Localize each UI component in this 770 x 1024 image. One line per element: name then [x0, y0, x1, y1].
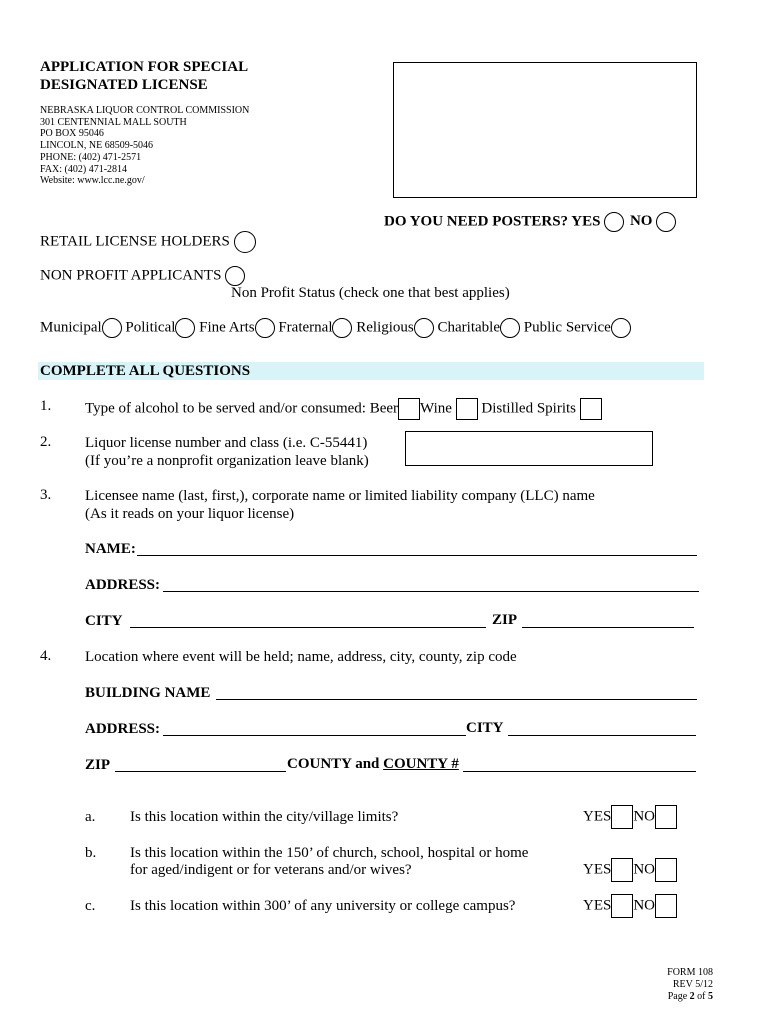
posters-question: DO YOU NEED POSTERS?	[384, 213, 569, 230]
option-political-radio[interactable]	[175, 318, 195, 338]
spirits-label: Distilled Spirits	[481, 400, 577, 417]
sub-c-letter: c.	[85, 898, 96, 914]
sub-a-text: Is this location within the city/village limits?	[130, 809, 399, 825]
posters-no-radio[interactable]	[656, 212, 676, 232]
page-indicator	[667, 991, 713, 1003]
sub-c-no-label: NO	[633, 897, 656, 914]
retail-radio[interactable]	[234, 231, 256, 253]
option-fine-arts-radio[interactable]	[255, 318, 275, 338]
nonprofit-status-note: Non Profit Status (check one that best applies)	[231, 285, 510, 301]
section-title: COMPLETE ALL QUESTIONS	[38, 362, 704, 380]
office-use-box[interactable]	[393, 62, 697, 198]
sub-a-no-label: NO	[633, 808, 656, 825]
county-label-row	[287, 756, 459, 773]
nonprofit-options	[40, 318, 631, 338]
page-prefix: Page	[667, 991, 688, 1002]
wine-checkbox[interactable]	[456, 398, 478, 420]
option-political-label: Political	[125, 319, 176, 336]
option-municipal-radio[interactable]	[102, 318, 122, 338]
sub-a-answer	[583, 805, 677, 829]
q1-text: Type of alcohol to be served and/or consumed:	[85, 400, 366, 417]
event-address-field[interactable]	[163, 735, 466, 736]
county-number-label: COUNTY #	[383, 756, 459, 772]
sub-b-letter: b.	[85, 845, 97, 861]
q4-number: 4.	[40, 648, 52, 664]
q4-text: Location where event will be held; name, address, city, county, zip code	[85, 649, 517, 665]
county-label: COUNTY and	[287, 756, 380, 772]
event-zip-label: ZIP	[85, 757, 111, 773]
beer-label: Beer	[369, 400, 399, 417]
nonprofit-label: NON PROFIT APPLICANTS	[40, 267, 222, 284]
event-city-label: CITY	[466, 720, 504, 736]
sub-a-letter: a.	[85, 809, 96, 825]
licensee-zip-label: ZIP	[492, 612, 518, 628]
wine-label: Wine	[420, 400, 452, 417]
title-line-1: APPLICATION FOR SPECIAL	[40, 59, 249, 75]
posters-no-label: NO	[629, 213, 653, 230]
q2-line-2: (If you’re a nonprofit organization leave blank)	[85, 453, 369, 469]
page-number: 2	[689, 991, 695, 1002]
posters-yes-label: YES	[571, 213, 601, 230]
form-revision: REV 5/12	[672, 979, 713, 990]
q2-line-1: Liquor license number and class (i.e. C-55441)	[85, 435, 368, 451]
contact-line: NEBRASKA LIQUOR CONTROL COMMISSION	[40, 105, 250, 116]
sub-b-no-checkbox[interactable]	[655, 858, 677, 882]
option-public-service-radio[interactable]	[611, 318, 631, 338]
contact-block	[40, 105, 249, 187]
option-religious-label: Religious	[356, 319, 414, 336]
form-footer	[667, 967, 713, 1003]
spirits-checkbox[interactable]	[580, 398, 602, 420]
building-name-field[interactable]	[216, 699, 697, 700]
option-fraternal-label: Fraternal	[278, 319, 333, 336]
licensee-zip-field[interactable]	[522, 627, 694, 628]
sub-b-yes-checkbox[interactable]	[611, 858, 633, 882]
contact-line: FAX: (402) 471-2814	[40, 163, 128, 175]
q1-number: 1.	[40, 398, 52, 414]
option-religious-radio[interactable]	[414, 318, 434, 338]
beer-checkbox[interactable]	[398, 398, 420, 420]
event-zip-field[interactable]	[115, 771, 286, 772]
sub-b-no-label: NO	[633, 861, 656, 878]
option-charitable-label: Charitable	[437, 319, 500, 336]
sub-c-yes-label: YES	[583, 897, 612, 914]
q3-number: 3.	[40, 487, 52, 503]
licensee-address-field[interactable]	[163, 591, 699, 592]
licensee-city-field[interactable]	[130, 627, 486, 628]
sub-a-yes-label: YES	[583, 808, 612, 825]
contact-line: PHONE: (402) 471-2571	[40, 151, 142, 163]
option-fraternal-radio[interactable]	[332, 318, 352, 338]
event-address-label: ADDRESS:	[85, 721, 161, 737]
form-number: FORM 108	[667, 967, 713, 978]
nonprofit-row	[40, 266, 245, 286]
form-title	[40, 58, 248, 94]
q1-row	[85, 398, 602, 420]
page-of: of	[697, 991, 706, 1002]
sub-c-no-checkbox[interactable]	[655, 894, 677, 918]
sub-b-line-1: Is this location within the 150’ of church, school, hospital or home	[130, 845, 529, 861]
title-line-2: DESIGNATED LICENSE	[40, 77, 208, 93]
retail-label: RETAIL LICENSE HOLDERS	[40, 233, 230, 250]
building-name-label: BUILDING NAME	[85, 685, 211, 701]
licensee-city-label: CITY	[85, 613, 123, 629]
option-charitable-radio[interactable]	[500, 318, 520, 338]
licensee-name-field[interactable]	[137, 555, 697, 556]
contact-line: 301 CENTENNIAL MALL SOUTH	[40, 116, 187, 128]
option-fine-arts-label: Fine Arts	[199, 319, 255, 336]
q3-line-2: (As it reads on your liquor license)	[85, 506, 295, 522]
q2-number: 2.	[40, 434, 52, 450]
page-total: 5	[708, 991, 713, 1002]
license-number-field[interactable]	[405, 431, 653, 466]
licensee-name-label: NAME:	[85, 541, 136, 557]
option-public-service-label: Public Service	[523, 319, 611, 336]
sub-c-answer	[583, 894, 677, 918]
q3-line-1: Licensee name (last, first,), corporate name or limited liability company (LLC) name	[85, 488, 595, 504]
county-field[interactable]	[463, 771, 696, 772]
sub-c-yes-checkbox[interactable]	[611, 894, 633, 918]
sub-b-answer	[583, 858, 677, 882]
nonprofit-radio[interactable]	[225, 266, 245, 286]
posters-yes-radio[interactable]	[604, 212, 624, 232]
contact-line: LINCOLN, NE 68509-5046	[40, 140, 154, 152]
contact-line: PO BOX 95046	[40, 128, 104, 140]
sub-b-yes-label: YES	[583, 861, 612, 878]
sub-a-no-checkbox[interactable]	[655, 805, 677, 829]
sub-c-text: Is this location within 300’ of any university or college campus?	[130, 898, 516, 914]
licensee-address-label: ADDRESS:	[85, 577, 161, 593]
event-city-field[interactable]	[508, 735, 696, 736]
option-municipal-label: Municipal	[40, 319, 102, 336]
retail-row	[40, 231, 256, 253]
sub-b-line-2: for aged/indigent or for veterans and/or wives?	[130, 862, 412, 878]
posters-question-row	[384, 212, 676, 232]
sub-a-yes-checkbox[interactable]	[611, 805, 633, 829]
contact-line: Website: www.lcc.ne.gov/	[40, 175, 145, 187]
